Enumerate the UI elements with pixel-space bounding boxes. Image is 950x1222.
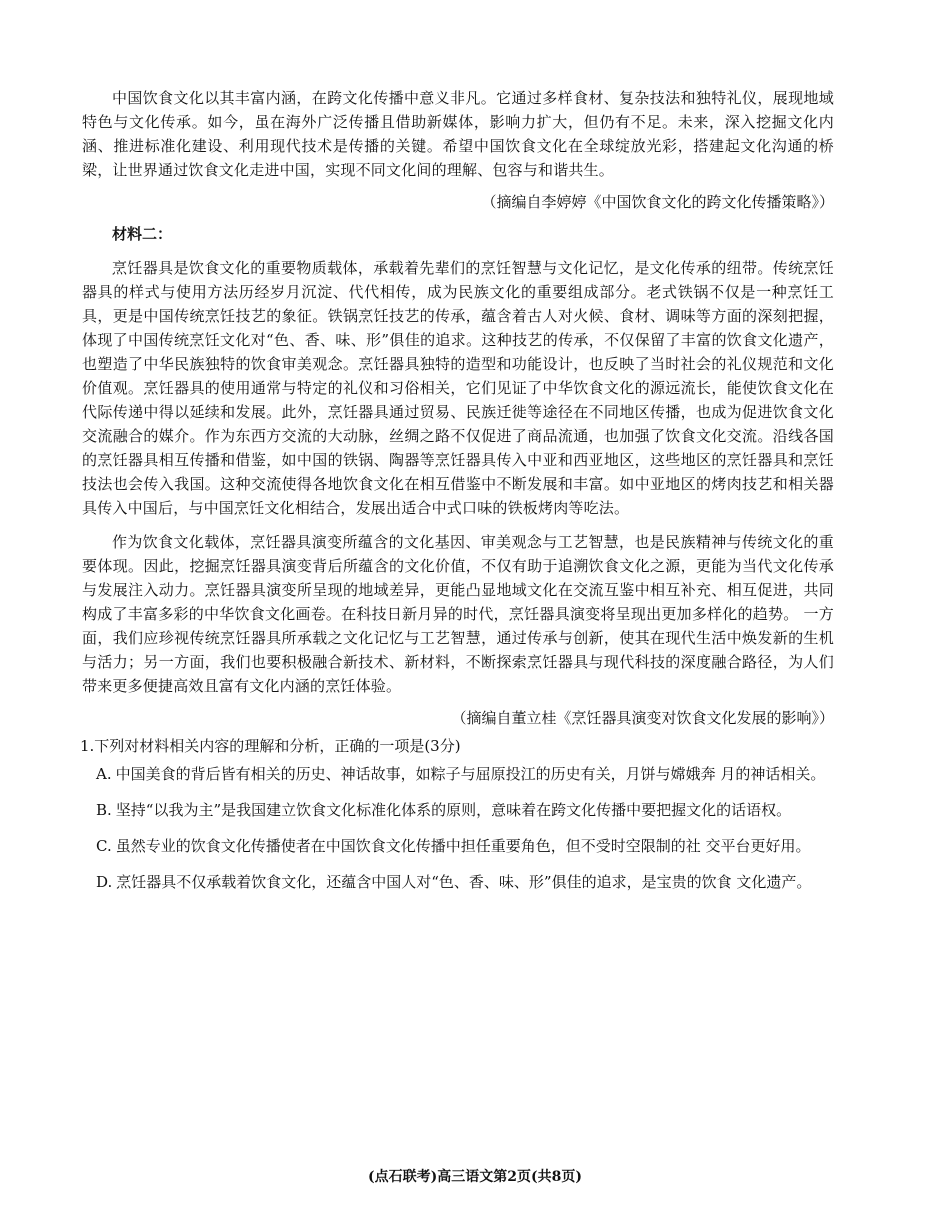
option-d — [96, 870, 834, 894]
option-text: 烹饪器具不仅承载着饮食文化，还蕴含中国人对“色、香、味、形”俱佳的追求，是宝贵的饮食 文化遗产。 — [116, 873, 812, 891]
material1-source: （摘编自李婷婷《中国饮食文化的跨文化传播策略》） — [481, 193, 834, 211]
option-letter: C. — [96, 837, 112, 855]
question-1-stem: 1.下列对材料相关内容的理解和分析，正确的一项是(3分) — [80, 737, 461, 755]
option-text: 坚持“以我为主”是我国建立饮食文化标准化体系的原则，意味着在跨文化传播中要把握文化的话语权。 — [115, 801, 792, 819]
material1-paragraph: 中国饮食文化以其丰富内涵，在跨文化传播中意义非凡。它通过多样食材、复杂技法和独特礼仪，展现地域特色与文化传承。如今，虽在海外广泛传播且借助新媒体，影响力扩大，但仍有不足。未来，深入挖掘文化内涵、推进标准化建设、利用现代技术是传播的关键。希望中国饮食文化在全球绽放光彩，搭建起文化沟通的桥梁，让世界通过饮食文化走进中国，实现不同文化间的理解、包容与和谐共生。 — [82, 89, 834, 179]
option-letter: B. — [96, 801, 112, 819]
material2-paragraph-2: 作为饮食文化载体，烹饪器具演变所蕴含的文化基因、审美观念与工艺智慧，也是民族精神与传统文化的重要体现。因此，挖掘烹饪器具演变背后所蕴含的文化价值，不仅有助于追溯饮食文化之源，更能为当代文化传承与发展注入动力。烹饪器具演变所呈现的地域差异，更能凸显地域文化在交流互鉴中相互补充、相互促进，共同构成了丰富多彩的中华饮食文化画卷。在科技日新月异的时代，烹饪器具演变将呈现出更加多样化的趋势。 一方面，我们应珍视传统烹饪器具所承载之文化记忆与工艺智慧，通过传承与创新，使其在现代生活中焕发新的生机与活力；另一方面，我们也要积极融合新技术、新材料，不断探索烹饪器具与现代科技的深度融合路径，为人们带来更多便捷高效且富有文化内涵的烹饪体验。 — [82, 533, 834, 695]
option-letter: D. — [96, 873, 113, 891]
option-letter: A. — [96, 765, 112, 783]
option-text: 虽然专业的饮食文化传播使者在中国饮食文化传播中担任重要角色，但不受时空限制的社 交平台更好用。 — [115, 837, 811, 855]
option-text: 中国美食的背后皆有相关的历史、神话故事，如粽子与屈原投江的历史有关，月饼与嫦娥奔 月的神话相关。 — [115, 765, 826, 783]
material2-heading: 材料二： — [112, 225, 173, 243]
material2-paragraph-1: 烹饪器具是饮食文化的重要物质载体，承载着先辈们的烹饪智慧与文化记忆，是文化传承的纽带。传统烹饪器具的样式与使用方法历经岁月沉淀、代代相传，成为民族文化的重要组成部分。老式铁锅不仅是一种烹饪工具，更是中国传统烹饪技艺的象征。铁锅烹饪技艺的传承，蕴含着古人对火候、食材、调味等方面的深刻把握，体现了中国传统烹饪文化对“色、香、味、形”俱佳的追求。这种技艺的传承，不仅保留了丰富的饮食文化遗产，也塑造了中华民族独特的饮食审美观念。烹饪器具独特的造型和功能设计，也反映了当时社会的礼仪规范和文化价值观。烹饪器具的使用通常与特定的礼仪和习俗相关，它们见证了中华饮食文化的源远流长，能使饮食文化在代际传递中得以延续和发展。此外，烹饪器具通过贸易、民族迁徙等途径在不同地区传播，也成为促进饮食文化交流融合的媒介。作为东西方交流的大动脉，丝绸之路不仅促进了商品流通，也加强了饮食文化交流。沿线各国的烹饪器具相互传播和借鉴，如中国的铁锅、陶器等烹饪器具传入中亚和西亚地区，这些地区的烹饪器具和烹饪技法也会传入我国。这种交流使得各地饮食文化在相互借鉴中不断发展和丰富。如中亚地区的烤肉技艺和相关器具传入中国后，与中国烹饪文化相结合，发展出适合中式口味的铁板烤肉等吃法。 — [82, 259, 834, 517]
option-c — [96, 834, 834, 858]
document-body — [82, 86, 834, 906]
option-a — [96, 762, 834, 786]
material2-source: （摘编自董立桂《烹饪器具演变对饮食文化发展的影响》） — [451, 709, 834, 727]
page-footer: (点石联考)高三语文第2页(共8页) — [368, 1169, 582, 1185]
option-b — [96, 798, 834, 822]
